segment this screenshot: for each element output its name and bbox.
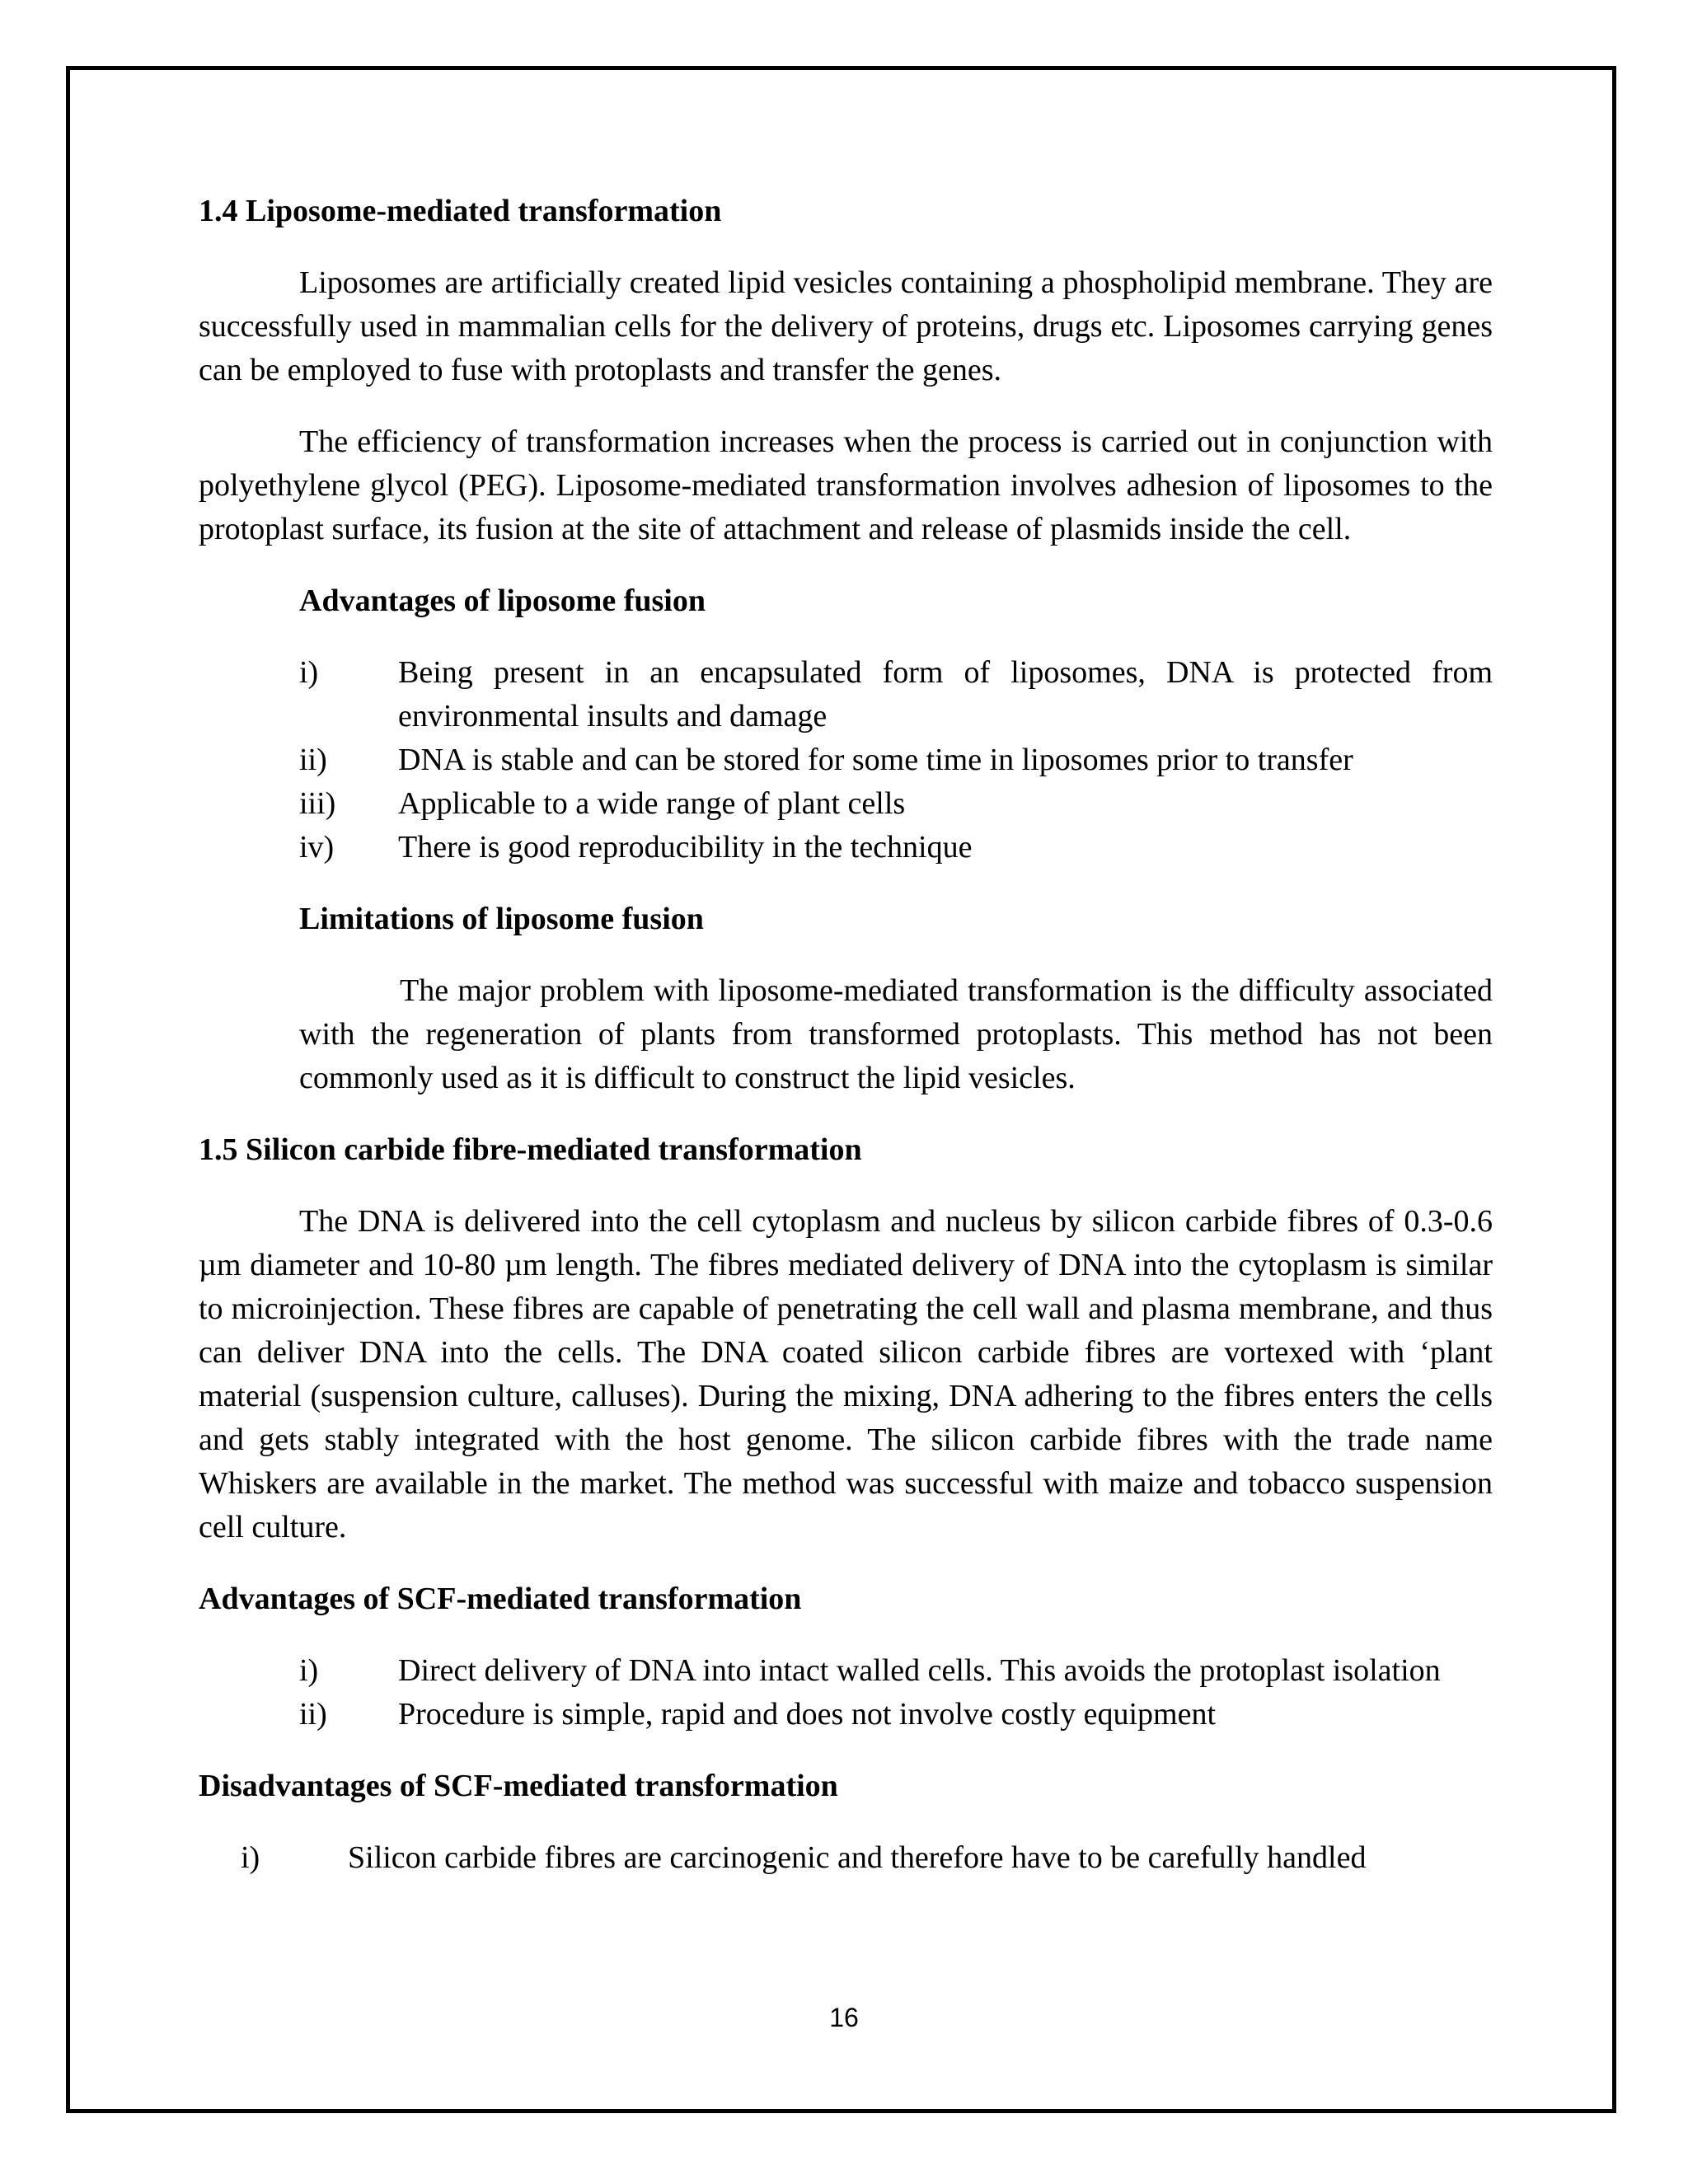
document-page [199,190,1493,1908]
list-item [299,782,1493,826]
list-text: Direct delivery of DNA into intact walled cells. This avoids the protoplast isolation [398,1653,1441,1688]
list-number: i) [299,655,319,690]
liposome-limitations-paragraph: The major problem with liposome-mediated transformation is the difficulty associated with the regeneration of plants from transformed protoplasts. This method has not been commonly used as it is difficult to construct the lipid vesicles. [299,973,1493,1095]
list-text: Procedure is simple, rapid and does not involve costly equipment [398,1697,1217,1732]
list-item [299,651,1493,738]
list-number: i) [241,1840,260,1875]
liposome-advantages-heading: Advantages of liposome fusion [299,583,706,618]
list-text: Silicon carbide fibres are carcinogenic and therefore have to be carefully handled [348,1840,1367,1875]
list-number: iii) [299,786,336,821]
page-number: 16 [829,2003,859,2032]
scf-advantages-list [299,1649,1493,1736]
list-item [299,826,1493,869]
list-item [299,738,1493,782]
liposome-limitations-heading: Limitations of liposome fusion [299,902,704,936]
list-number: iv) [299,830,335,865]
list-text: DNA is stable and can be stored for some time in liposomes prior to transfer [398,743,1353,777]
list-number: ii) [299,743,327,777]
scf-advantages-heading: Advantages of SCF-mediated transformation [199,1582,802,1616]
section-1-4-heading: 1.4 Liposome-mediated transformation [199,194,722,228]
scf-disadvantages-heading: Disadvantages of SCF-mediated transformation [199,1769,838,1803]
list-number: i) [299,1653,319,1688]
list-item [299,1649,1493,1693]
list-number: ii) [299,1697,327,1732]
liposome-advantages-list [299,651,1493,869]
list-text: Being present in an encapsulated form of liposomes, DNA is protected from environmental insults and damage [398,655,1493,733]
section-1-5-heading: 1.5 Silicon carbide fibre-mediated transformation [199,1132,862,1167]
list-item [299,1693,1493,1736]
section-1-4-paragraph-1: Liposomes are artificially created lipid vesicles containing a phospholipid membrane. They are successfully used in mammalian cells for the delivery of proteins, drugs etc. Liposomes carrying genes can be employed to fuse with protoplasts and transfer the genes. [199,265,1493,387]
section-1-4-paragraph-2: The efficiency of transformation increases when the process is carried out in conjunction with polyethylene glycol (PEG). Liposome-mediated transformation involves adhesion of liposomes to the protoplast surface, its fusion at the site of attachment and release of plasmids inside the cell. [199,424,1493,546]
list-text: There is good reproducibility in the technique [398,830,973,865]
section-1-5-paragraph-1: The DNA is delivered into the cell cytoplasm and nucleus by silicon carbide fibres of 0.3-0.6 µm diameter and 10-80 µm length. The fibres mediated delivery of DNA into the cytoplasm is similar to microinjection. These fibres are capable of penetrating the cell wall and plasma membrane, and thus can deliver DNA into the cells. The DNA coated silicon carbide fibres are vortexed with ‘plant material (suspension culture, calluses). During the mixing, DNA adhering to the fibres enters the cells and gets stably integrated with the host genome. The silicon carbide fibres with the trade name Whiskers are available in the market. The method was successful with maize and tobacco suspension cell culture. [199,1204,1493,1544]
list-item [241,1836,1493,1880]
scf-disadvantages-list [241,1836,1493,1880]
list-text: Applicable to a wide range of plant cells [398,786,906,821]
